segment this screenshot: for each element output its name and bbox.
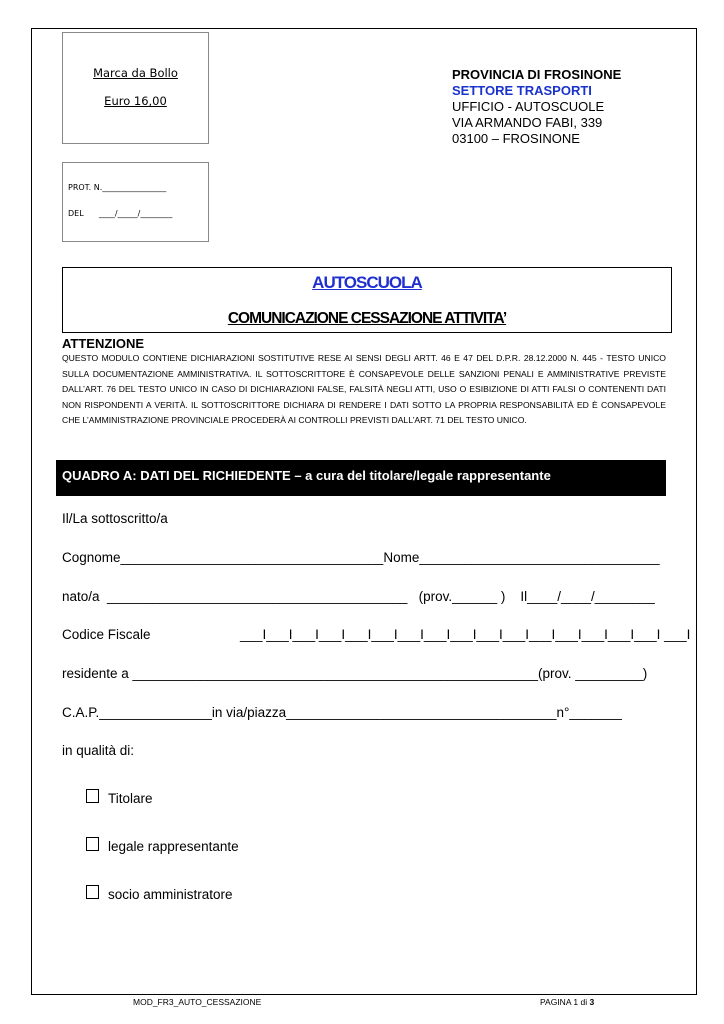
field-cap-via[interactable]: C.A.P._______________in via/piazza____________________________________n°_______ [62,705,622,720]
attention-body: QUESTO MODULO CONTIENE DICHIARAZIONI SOSTITUTIVE RESE AI SENSI DEGLI ARTT. 46 E 47 DEL D.P.R. 28.12.2000 N. 445 - TESTO UNICO SULLA DOCUMENTAZIONE AMMINISTRATIVA. IL SOTTOSCRITTORE È CONSAPEVOLE DELLE SANZIONI PENALI E AMMINISTRATIVE PREVISTE DALL’ART. 76 DEL TESTO UNICO IN CASO DI DICHIARAZIONI FALSE, FALSITÀ NEGLI ATTI, USO O ESIBIZIONE DI ATTI FALSI O CONTENENTI DATI NON RISPONDENTI A VERITÀ. IL SOTTOSCRITTORE DICHIARA DI RENDERE I DATI SOTTO LA PROPRIA RESPONSABILITÀ ED È CONSAPEVOLE CHE L’AMMINISTRAZIONE PROVINCIALE PROCEDERÀ AI CONTROLLI PREVISTI DALL’ART. 71 DEL TESTO UNICO. [62,353,666,426]
attention-heading: ATTENZIONE [62,336,145,351]
quadro-a-header [56,460,666,496]
address-ufficio: UFFICIO - AUTOSCUOLE [452,99,605,114]
title-autoscuola: AUTOSCUOLA [312,273,422,292]
label-legale-rappresentante: legale rappresentante [108,839,239,854]
checkbox-titolare[interactable] [86,789,99,803]
field-nascita[interactable]: nato/a ________________________________________ (prov.______ ) Il____/____/________ [62,589,655,604]
field-sottoscritto: Il/La sottoscritto/a [62,511,168,526]
field-qualita: in qualità di: [62,743,135,758]
label-socio-amministratore: socio amministratore [108,887,233,902]
stamp-label: Marca da Bollo [93,66,178,80]
field-codice-fiscale-boxes[interactable]: ___I___I___I___I___I___I___I___I___I___I___I___I___I___I___I___I ___I [240,627,691,642]
revenue-stamp-box [62,32,209,144]
quadro-a-title: QUADRO A: DATI DEL RICHIEDENTE – a cura del titolare/legale rappresentante [62,468,551,483]
footer-form-code: MOD_FR3_AUTO_CESSAZIONE [133,997,262,1007]
title-box [62,267,672,333]
checkbox-legale-rappresentante[interactable] [86,837,99,851]
field-codice-fiscale-label: Codice Fiscale [62,627,151,642]
stamp-amount: Euro 16,00 [104,94,167,108]
title-cessazione: COMUNICAZIONE CESSAZIONE ATTIVITA’ [227,310,507,327]
field-residenza[interactable]: residente a ______________________________________________________(prov. _________) [62,666,648,681]
protocol-date: DEL ____/_____/________ [68,209,173,218]
protocol-number: PROT. N.________________ [68,183,167,192]
address-provincia: PROVINCIA DI FROSINONE [452,67,622,82]
footer-page-total: 3 [589,997,595,1007]
protocol-box [62,162,209,242]
address-via: VIA ARMANDO FABI, 339 [452,115,603,130]
footer-page-label: PAGINA 1 di [540,997,590,1007]
checkbox-socio-amministratore[interactable] [86,885,99,899]
field-cognome-nome[interactable]: Cognome___________________________________Nome________________________________ [62,550,660,565]
label-titolare: Titolare [108,791,153,806]
address-cap: 03100 – FROSINONE [452,131,580,146]
footer-page-number [540,997,594,1007]
address-settore: SETTORE TRASPORTI [452,83,592,98]
